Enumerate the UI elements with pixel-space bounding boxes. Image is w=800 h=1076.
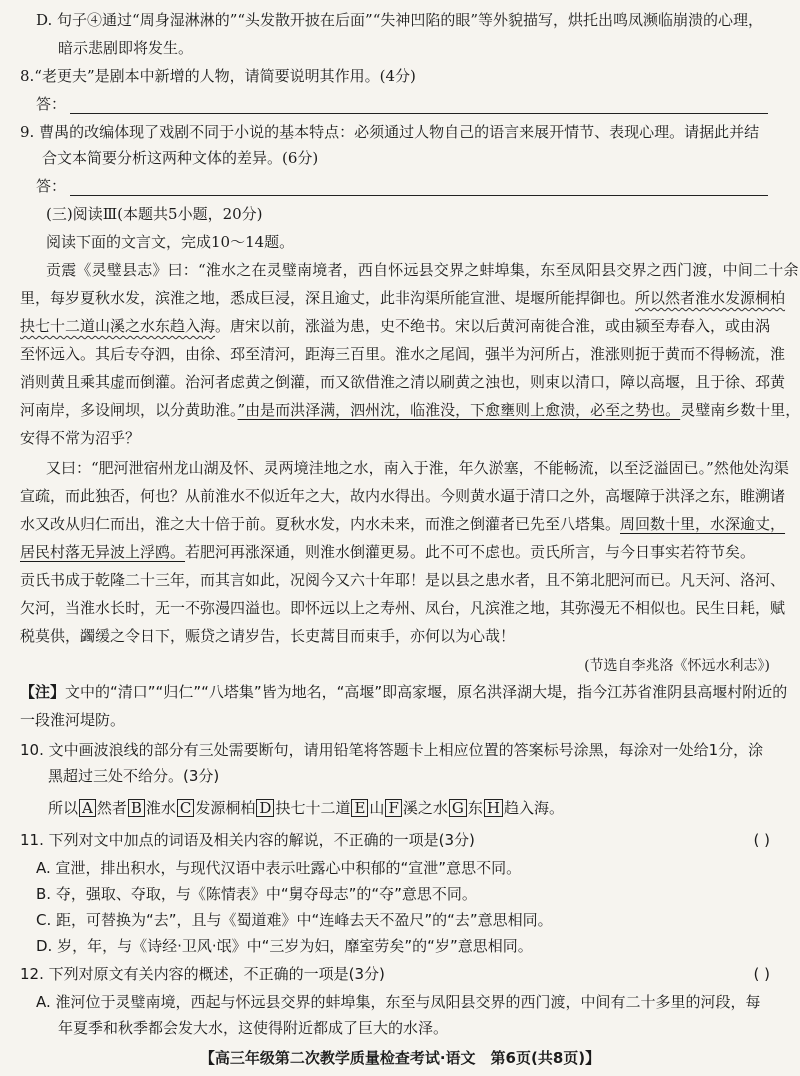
q11-option-b[interactable]: B. 夺，强取、夺取，与《陈情表》中“舅夺母志”的“夺”意思不同。 bbox=[36, 885, 477, 903]
q11-option-a[interactable]: A. 宣泄，排出积水，与现代汉语中表示吐露心中积郁的“宣泄”意思不同。 bbox=[36, 859, 522, 877]
passage-p1-line6: 河南岸，多设闸坝，以分黄助淮。”由是而洪泽满，泗州沈，临淮没，下愈壅则上愈溃，必至之势也。灵璧南乡数十里， bbox=[20, 401, 800, 419]
passage-source: (节选自李兆洛《怀远水利志》) bbox=[584, 658, 770, 674]
passage-p2-line4: 居民村落无异波上浮鸥。若肥河再涨深通，则淮水倒灌更易。此不可不虑也。贡氏所言，与今日事实若符节矣。 bbox=[20, 543, 756, 561]
passage-p1-line3: 抉七十二道山溪之水东趋入海。唐宋以前，涨溢为患，史不绝书。宋以后黄河南徙合淮，或由颍至寿春入，或由涡 bbox=[20, 317, 771, 335]
answer-label: 答： bbox=[36, 95, 67, 113]
wavy-underline-segment: 抉七十二道山溪之水东趋入海 bbox=[20, 317, 216, 335]
answer-rule bbox=[70, 99, 768, 114]
q12-option-a-line1[interactable]: A. 淮河位于灵璧南境，西起与怀远县交界的蚌埠集，东至与凤阳县交界的西门渡，中间有二十多里的河段，每 bbox=[36, 993, 761, 1011]
note-label: 【注】 bbox=[20, 683, 66, 701]
answer-rule bbox=[70, 181, 768, 196]
note-line2: 一段淮河堤防。 bbox=[20, 711, 126, 729]
break-option-g[interactable]: G bbox=[449, 799, 467, 817]
wavy-underline-segment: 所以然者淮水发源桐柏 bbox=[635, 289, 786, 307]
passage-p2-line5: 贡氏书成于乾隆二十三年，而其言如此，况阅今又六十年耶！是以县之患水者，且不第北肥河而已。凡天河、洛河、 bbox=[20, 571, 786, 589]
section-title: (三)阅读Ⅲ(本题共5小题，20分) bbox=[46, 205, 263, 223]
underlined-sentence: 周回数十里，水深逾丈， bbox=[620, 515, 786, 533]
passage-p2-line1: 又曰：“肥河泄宿州龙山湖及怀、灵两境洼地之水，南入于淮，年久淤塞，不能畅流，以至泛溢固已。”然他处沟渠 bbox=[46, 459, 789, 477]
option-d-line1: D. 句子④通过“周身湿淋淋的”“头发散开披在后面”“失神凹陷的眼”等外貌描写，烘托出鸣凤濒临崩溃的心理， bbox=[36, 11, 764, 29]
passage-p1-line4: 至怀远入。其后专夺泗，由徐、邳至清河，距海三百里。淮水之尾闾，强半为河所占，淮涨则扼于黄而不得畅流，淮 bbox=[20, 345, 786, 363]
sentence-break-options: 所以 A 然者 B 淮水 C 发源桐柏 D 抉七十二道 E 山 F 溪之水 G 东 H 趋入海。 bbox=[48, 799, 564, 817]
passage-p1-line1: 贡震《灵璧县志》曰：“淮水之在灵璧南境者，西自怀远县交界之蚌埠集，东至凤阳县交界之西门渡，中间二十余 bbox=[46, 261, 799, 279]
passage-p2-line3: 水又改从归仁而出，淮之大十倍于前。夏秋水发，内水未来，而淮之倒灌者已先至八塔集。周回数十里，水深逾丈， bbox=[20, 515, 786, 533]
option-d-line2: 暗示悲剧即将发生。 bbox=[58, 39, 194, 57]
note-line1: 【注】文中的“清口”“归仁”“八塔集”皆为地名，“高堰”即高家堰，原名洪泽湖大堤，指今江苏省淮阴县高堰村附近的 bbox=[20, 683, 788, 701]
underlined-sentence: ”由是而洪泽满，泗州沈，临淮没，下愈壅则上愈溃，必至之势也。 bbox=[237, 401, 681, 419]
break-option-a[interactable]: A bbox=[79, 799, 96, 817]
break-option-d[interactable]: D bbox=[256, 799, 274, 817]
question-10-line2: 黑超过三处不给分。(3分) bbox=[48, 767, 220, 785]
section-instruction: 阅读下面的文言文，完成10～14题。 bbox=[46, 233, 295, 251]
passage-p2-line2: 宣疏，而此独否，何也？从前淮水不似近年之大，故内水得出。今则黄水逼于清口之外，高堰障于洪泽之东，睢溯诸 bbox=[20, 487, 786, 505]
passage-p2-line6: 欠河，当淮水长时，无一不弥漫四溢也。即怀远以上之寿州、凤台，凡滨淮之地，其弥漫无不相似也。民生日耗，赋 bbox=[20, 599, 786, 617]
break-option-c[interactable]: C bbox=[177, 799, 194, 817]
answer-line-8[interactable] bbox=[36, 94, 768, 114]
page-footer: 【高三年级第二次教学质量检查考试·语文 第6页(共8页)】 bbox=[199, 1049, 601, 1067]
break-option-b[interactable]: B bbox=[128, 799, 145, 817]
answer-line-9[interactable] bbox=[36, 176, 768, 196]
question-11-stem: 11. 下列对文中加点的词语及相关内容的解说，不正确的一项是(3分) ( ) bbox=[20, 831, 770, 849]
question-12-stem: 12. 下列对原文有关内容的概述，不正确的一项是(3分) ( ) bbox=[20, 965, 770, 983]
passage-p1-line5: 消则黄且乘其虚而倒灌。治河者虑黄之倒灌，而又欲借淮之清以刷黄之浊也，则束以清口，障以高堰，且于徐、邳黄 bbox=[20, 373, 786, 391]
answer-label: 答： bbox=[36, 177, 67, 195]
passage-p1-line2: 里，每岁夏秋水发，滨淮之地，悉成巨浸，深且逾丈，此非沟渠所能宣泄、堤堰所能捍御也。所以然者淮水发源桐柏 bbox=[20, 289, 786, 307]
passage-p2-line7: 税莫供，蠲缓之令日下，赈贷之请岁告，长吏蒿目而束手，亦何以为心哉！ bbox=[20, 627, 516, 645]
question-10-line1: 10. 文中画波浪线的部分有三处需要断句，请用铅笔将答题卡上相应位置的答案标号涂黑，每涂对一处给1分，涂 bbox=[20, 741, 764, 759]
question-9-line1: 9. 曹禺的改编体现了戏剧不同于小说的基本特点：必须通过人物自己的语言来展开情节、表现心理。请据此并结 bbox=[20, 123, 760, 141]
break-option-h[interactable]: H bbox=[484, 799, 503, 817]
q11-option-d[interactable]: D. 岁，年，与《诗经·卫风·氓》中“三岁为妇，靡室劳矣”的“岁”意思相同。 bbox=[36, 937, 533, 955]
break-option-e[interactable]: E bbox=[351, 799, 368, 817]
question-8: 8.“老更夫”是剧本中新增的人物，请简要说明其作用。(4分) bbox=[20, 67, 416, 85]
break-option-f[interactable]: F bbox=[385, 799, 401, 817]
q11-option-c[interactable]: C. 距，可替换为“去”，且与《蜀道难》中“连峰去天不盈尺”的“去”意思相同。 bbox=[36, 911, 553, 929]
question-9-line2: 合文本简要分析这两种文体的差异。(6分) bbox=[42, 149, 319, 167]
underlined-sentence: 居民村落无异波上浮鸥。 bbox=[20, 543, 186, 561]
answer-paren[interactable]: ( ) bbox=[753, 831, 770, 849]
q12-option-a-line2: 年夏季和秋季都会发大水，这使得附近都成了巨大的水泽。 bbox=[58, 1019, 449, 1037]
answer-paren[interactable]: ( ) bbox=[753, 965, 770, 983]
passage-p1-line7: 安得不常为沼乎？ bbox=[20, 429, 141, 447]
